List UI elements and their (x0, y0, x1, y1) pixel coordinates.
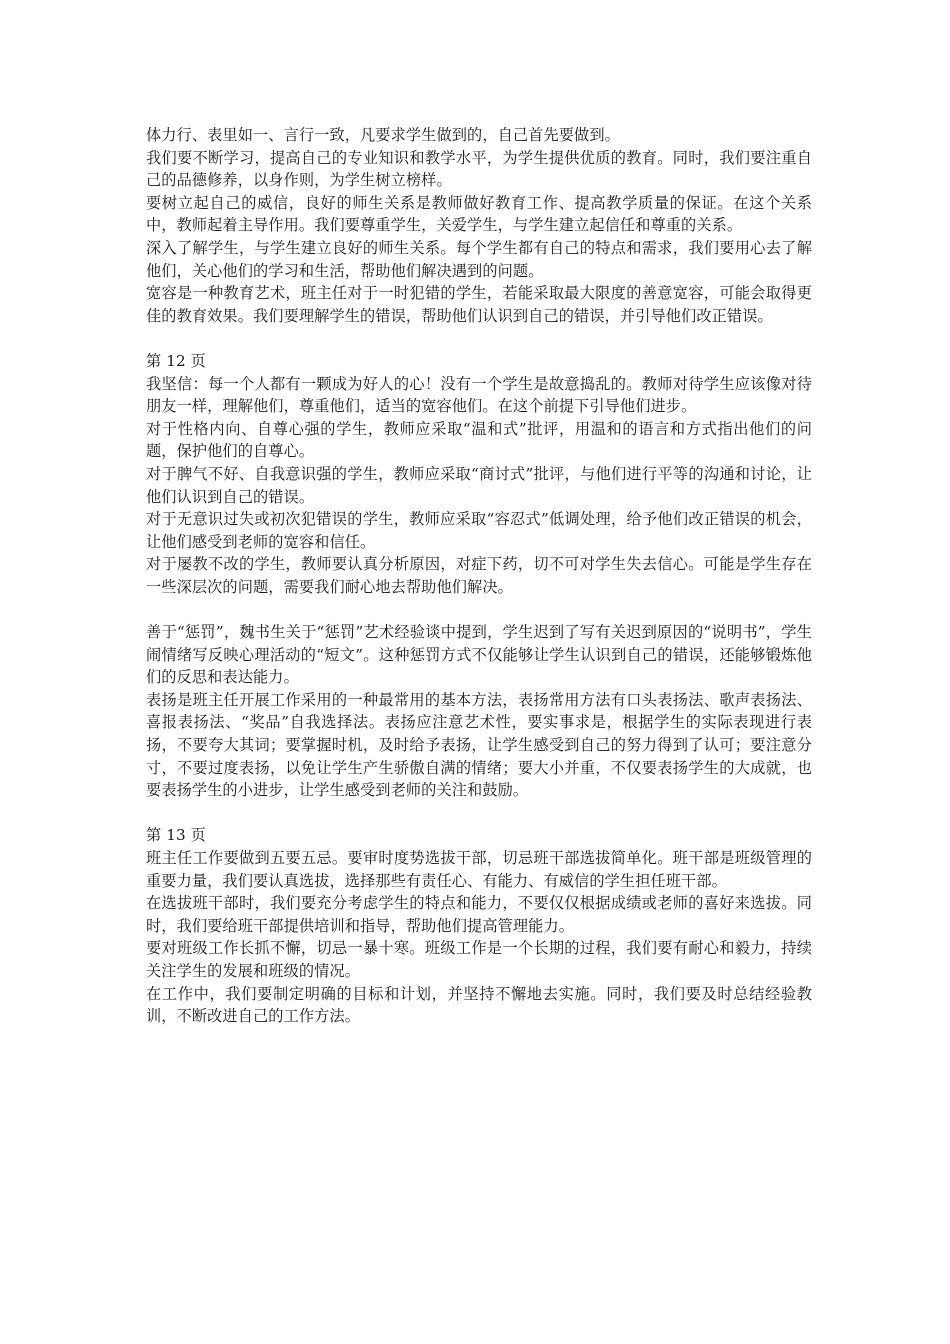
paragraph: 我坚信：每一个人都有一颗成为好人的心！没有一个学生是故意捣乱的。教师对待学生应该像对待朋友一样，理解他们，尊重他们，适当的宽容他们。在这个前提下引导他们进步。 (146, 374, 812, 416)
paragraph: 深入了解学生，与学生建立良好的师生关系。每个学生都有自己的特点和需求，我们要用心去了解他们，关心他们的学习和生活，帮助他们解决遇到的问题。 (146, 238, 812, 280)
page-number-label: 第 12 页 (146, 351, 206, 370)
blank-line (146, 598, 812, 621)
paragraph: 要树立起自己的威信，良好的师生关系是教师做好教育工作、提高教学质量的保证。在这个关系中，教师起着主导作用。我们要尊重学生，关爱学生，与学生建立起信任和尊重的关系。 (146, 193, 812, 235)
page-number-label: 第 13 页 (146, 826, 206, 845)
paragraph: 对于性格内向、自尊心强的学生，教师应采取“温和式”批评，用温和的语言和方式指出他们的问题，保护他们的自尊心。 (146, 419, 812, 461)
paragraph: 善于“惩罚”，魏书生关于“惩罚”艺术经验谈中提到，学生迟到了写有关迟到原因的“说明书”，学生闹情绪写反映心理活动的“短文”。这种惩罚方式不仅能够让学生认识到自己的错误，还能够锻炼他们的反思和表达能力。 (146, 623, 812, 687)
paragraph: 对于脾气不好、自我意识强的学生，教师应采取“商讨式”批评，与他们进行平等的沟通和讨论，让他们认识到自己的错误。 (146, 464, 812, 506)
paragraph: 我们要不断学习，提高自己的专业知识和教学水平，为学生提供优质的教育。同时，我们要注重自己的品德修养，以身作则，为学生树立榜样。 (146, 148, 812, 190)
paragraph: 体力行、表里如一、言行一致，凡要求学生做到的，自己首先要做到。 (146, 126, 620, 144)
paragraph: 宽容是一种教育艺术，班主任对于一时犯错的学生，若能采取最大限度的善意宽容，可能会取得更佳的教育效果。我们要理解学生的错误，帮助他们认识到自己的错误，并引导他们改正错误。 (146, 284, 812, 325)
paragraph: 班主任工作要做到五要五忌。要审时度势选拔干部，切忌班干部选拔简单化。班干部是班级管理的重要力量，我们要认真选拔，选择那些有责任心、有能力、有威信的学生担任班干部。 (146, 849, 812, 890)
paragraph: 表扬是班主任开展工作采用的一种最常用的基本方法，表扬常用方法有口头表扬法、歌声表扬法、喜报表扬法、“奖品”自我选择法。表扬应注意艺术性，要实事求是，根据学生的实际表现进行表扬，不要夸大其词；要掌握时机，及时给予表扬，让学生感受到自己的努力得到了认可；要注意分寸，不要过度表扬，以免让学生产生骄傲自满的情绪；要大小并重，不仅要表扬学生的大成就，也要表扬学生的小进步，让学生感受到老师的关注和鼓励。 (146, 690, 812, 800)
paragraph: 对于屡教不改的学生，教师要认真分析原因，对症下药，切不可对学生失去信心。可能是学生存在一些深层次的问题，需要我们耐心地去帮助他们解决。 (146, 555, 812, 596)
paragraph: 在选拔班干部时，我们要充分考虑学生的特点和能力，不要仅仅根据成绩或老师的喜好来选拔。同时，我们要给班干部提供培训和指导，帮助他们提高管理能力。 (146, 894, 812, 935)
blank-line (146, 327, 812, 350)
blank-line (146, 802, 812, 825)
paragraph: 对于无意识过失或初次犯错误的学生，教师应采取“容忍式”低调处理，给予他们改正错误的机会，让他们感受到老师的宽容和信任。 (146, 510, 812, 551)
document-body (146, 124, 812, 1028)
paragraph: 要对班级工作长抓不懈，切忌一暴十寒。班级工作是一个长期的过程，我们要有耐心和毅力，持续关注学生的发展和班级的情况。 (146, 939, 812, 980)
paragraph: 在工作中，我们要制定明确的目标和计划，并坚持不懈地去实施。同时，我们要及时总结经验教训，不断改进自己的工作方法。 (146, 984, 812, 1026)
